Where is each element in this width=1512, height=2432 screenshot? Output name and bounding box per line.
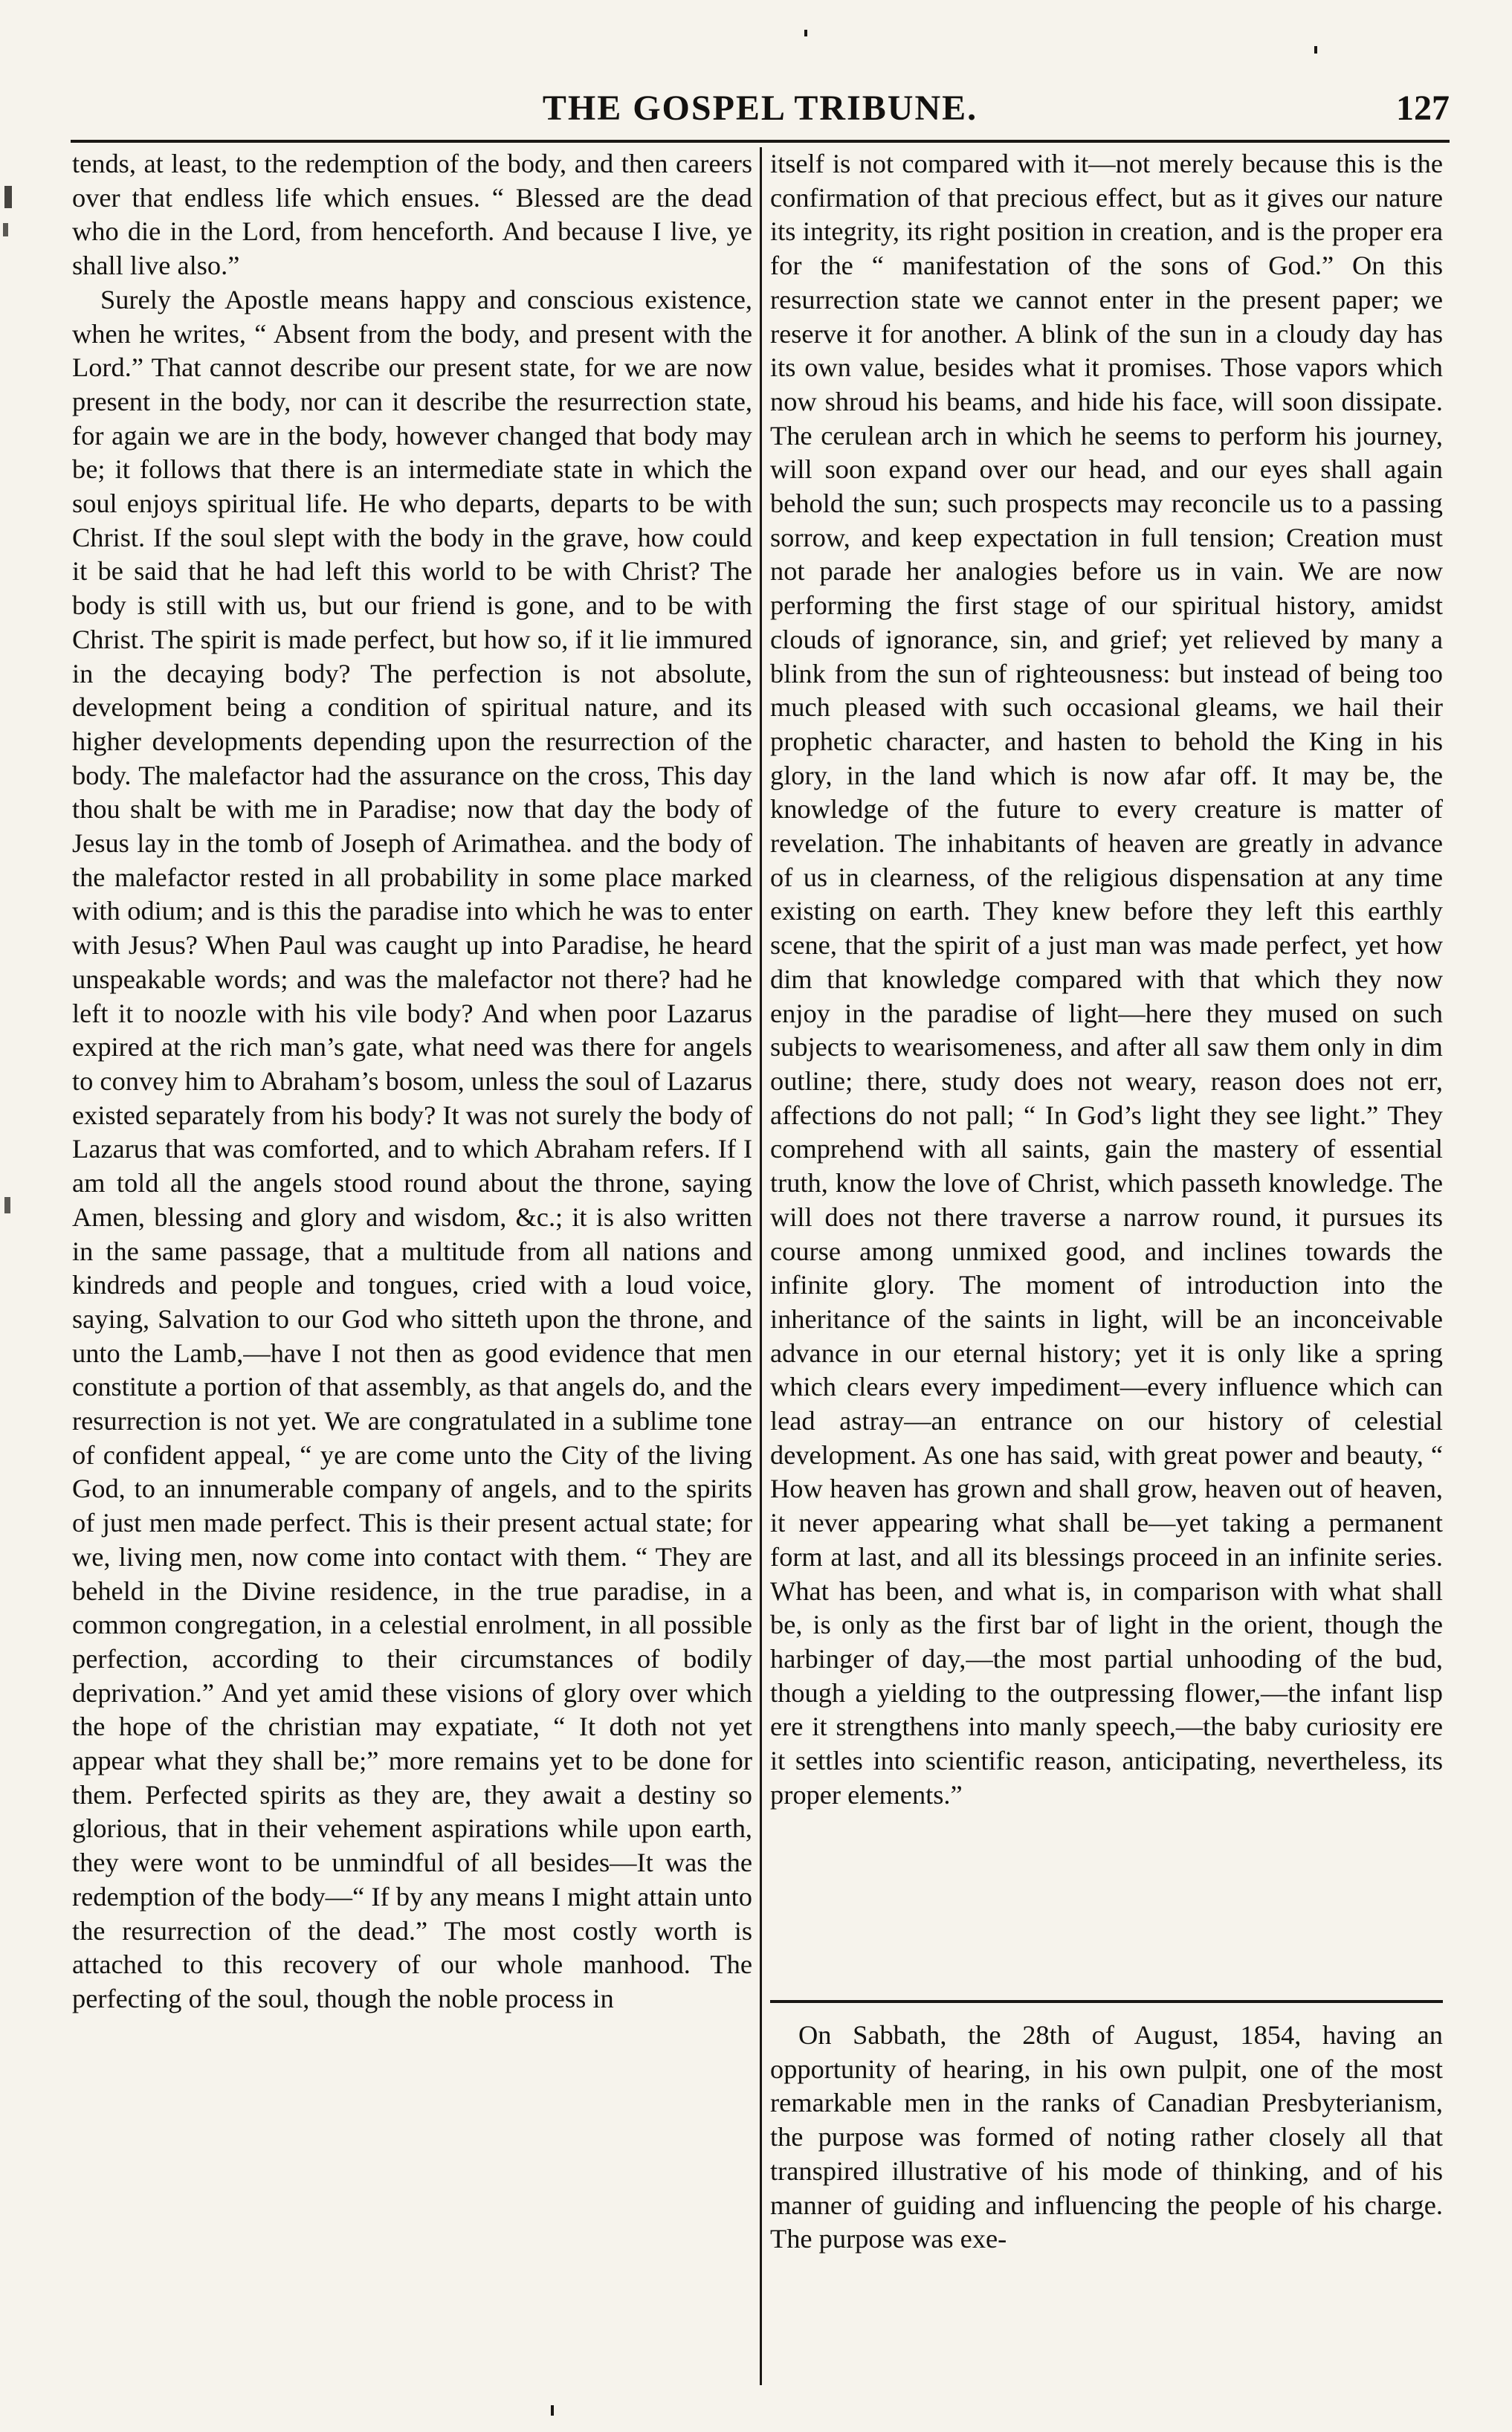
- right-column: [770, 147, 1443, 1812]
- header-rule: [71, 140, 1450, 143]
- page-edge-mark: [4, 1197, 10, 1213]
- column-divider: [760, 147, 762, 2385]
- left-paragraph-2: Surely the Apostle means happy and conscious existence, when he writes, “ Absent from the body, and present with the Lord.” That cannot describe our present state, for we are now present in the body, nor can it describe the resurrection state, for again we are in the body, however changed that body may be; it follows that there is an intermediate state in which the soul enjoys spiritual life. He who departs, departs to be with Christ. If the soul slept with the body in the grave, how could it be said that he had left this world to be with Christ? The body is still with us, but our friend is gone, and to be with Christ. The spirit is made perfect, but how so, if it lie immured in the decaying body? The perfection is not absolute, development being a condition of spiritual nature, and its higher developments depending upon the resurrection of the body. The malefactor had the assurance on the cross, This day thou shalt be with me in Paradise; now that day the body of Jesus lay in the tomb of Joseph of Arimathea. and the body of the malefactor rested in all probability in some place marked with odium; and is this the paradise into which he was to enter with Jesus? When Paul was caught up into Paradise, he heard unspeakable words; and was the malefactor not there? had he left it to noozle with his vile body? And when poor Lazarus expired at the rich man’s gate, what need was there for angels to convey him to Abraham’s bosom, unless the soul of Lazarus existed separately from his body? It was not surely the body of Lazarus that was comforted, and to which Abraham refers. If I am told all the angels stood round about the throne, saying Amen, blessing and glory and wisdom, &c.; it is also written in the same passage, that a multitude from all nations and kindreds and people and tongues, cried with a loud voice, saying, Salvation to our God who sitteth upon the throne, and unto the Lamb,—have I not then as good evidence that men constitute a portion of that assembly, as that angels do, and the resurrection is not yet. We are congratulated in a sublime tone of confident appeal, “ ye are come unto the City of the living God, to an innumerable company of angels, and to the spirits of just men made perfect. This is their present actual state; for we, living men, now come into contact with them. “ They are beheld in the Divine residence, in the true paradise, in a common congregation, in a celestial enrolment, in all possible perfection, according to their circumstances of bodily deprivation.” And yet amid these visions of glory over which the hope of the christian may expatiate, “ It doth not yet appear what they shall be;” more remains yet to be done for them. Perfected spirits as they are, they await a destiny so glorious, that in their vehement aspirations while upon earth, they were wont to be unmindful of all besides—It was the redemption of the body—“ If by any means I might attain unto the resurrection of the dead.” The most costly worth is attached to this recovery of our whole manhood. The perfecting of the soul, though the noble process in: [72, 284, 752, 2013]
- publication-title: THE GOSPEL TRIBUNE.: [542, 88, 978, 128]
- ink-speck: [551, 2405, 554, 2416]
- page-edge-mark: [4, 186, 12, 208]
- right-paragraph-1: itself is not compared with it—not merely because this is the confirmation of that precious effect, but as it gives our nature its integrity, its right position in creation, and is the proper era for the “ manifestation of the sons of God.” On this resurrection state we cannot enter in the present paper; we reserve it for another. A blink of the sun in a cloudy day has its own value, besides what it promises. Those vapors which now shroud his beams, and hide his face, will soon dissipate. The cerulean arch in which he seems to perform his journey, will soon expand over our head, and our eyes shall again behold the sun; such prospects may reconcile us to a passing sorrow, and keep expectation in full tension; Creation must not parade her analogies before us in vain. We are now performing the first stage of our spiritual history, amidst clouds of ignorance, sin, and grief; yet relieved by many a blink from the sun of righteousness: but instead of being too much pleased with such occasional gleams, we hail their prophetic character, and hasten to behold the King in his glory, in the land which is now afar off. It may be, the knowledge of the future to every creature is matter of revelation. The inhabitants of heaven are greatly in advance of us in clearness, of the religious dispensation at any time existing on earth. They knew before they left this earthly scene, that the spirit of a just man was made perfect, yet how dim that knowledge compared with that which they now enjoy in the paradise of light—here they mused on such subjects to wearisomeness, and after all saw them only in dim outline; there, study does not weary, reason does not err, affections do not pall; “ In God’s light they see light.” They comprehend with all saints, gain the mastery of essential truth, know the love of Christ, which passeth knowledge. The will does not there traverse a narrow round, it pursues its course among unmixed good, and inclines towards the infinite glory. The moment of introduction into the inheritance of the saints in light, will be an inconceivable advance in our eternal history; yet it is only like a spring which clears every impediment—every influence which can lead astray—an entrance on our history of celestial development. As one has said, with great power and beauty, “ How heaven has grown and shall grow, heaven out of heaven, it never appearing what shall be—yet taking a permanent form at last, and all its blessings proceed in an infinite series. What has been, and what is, in comparison with what shall be, is only as the first bar of light in the orient, though the harbinger of day,—the most partial unhooding of the bud, though a yielding to the outpressing flower,—the infant lisp ere it strengthens into manly speech,—the baby curiosity ere it settles into scientific reason, anticipating, nevertheless, its proper elements.”: [770, 149, 1443, 1810]
- left-paragraph-1: tends, at least, to the redemption of the body, and then careers over that endless life which ensues. “ Blessed are the dead who die in the Lord, from henceforth. And because I live, ye shall live also.”: [72, 149, 752, 281]
- page-number: 127: [1396, 88, 1450, 128]
- ink-speck: [1314, 46, 1317, 54]
- ink-speck: [804, 30, 807, 36]
- page-edge-mark: [3, 223, 8, 236]
- page-header: [71, 88, 1450, 147]
- right-paragraph-2: On Sabbath, the 28th of August, 1854, having an opportunity of hearing, in his own pulpit, one of the most remarkable men in the ranks of Canadian Presbyterianism, the purpose was formed of noting rather closely all that transpired illustrative of his mode of thinking, and of his manner of guiding and influencing the people of his charge. The purpose was exe-: [770, 2020, 1443, 2254]
- right-column-new-article: [770, 2019, 1443, 2257]
- left-column: [72, 147, 752, 2016]
- section-divider-rule: [770, 2000, 1443, 2003]
